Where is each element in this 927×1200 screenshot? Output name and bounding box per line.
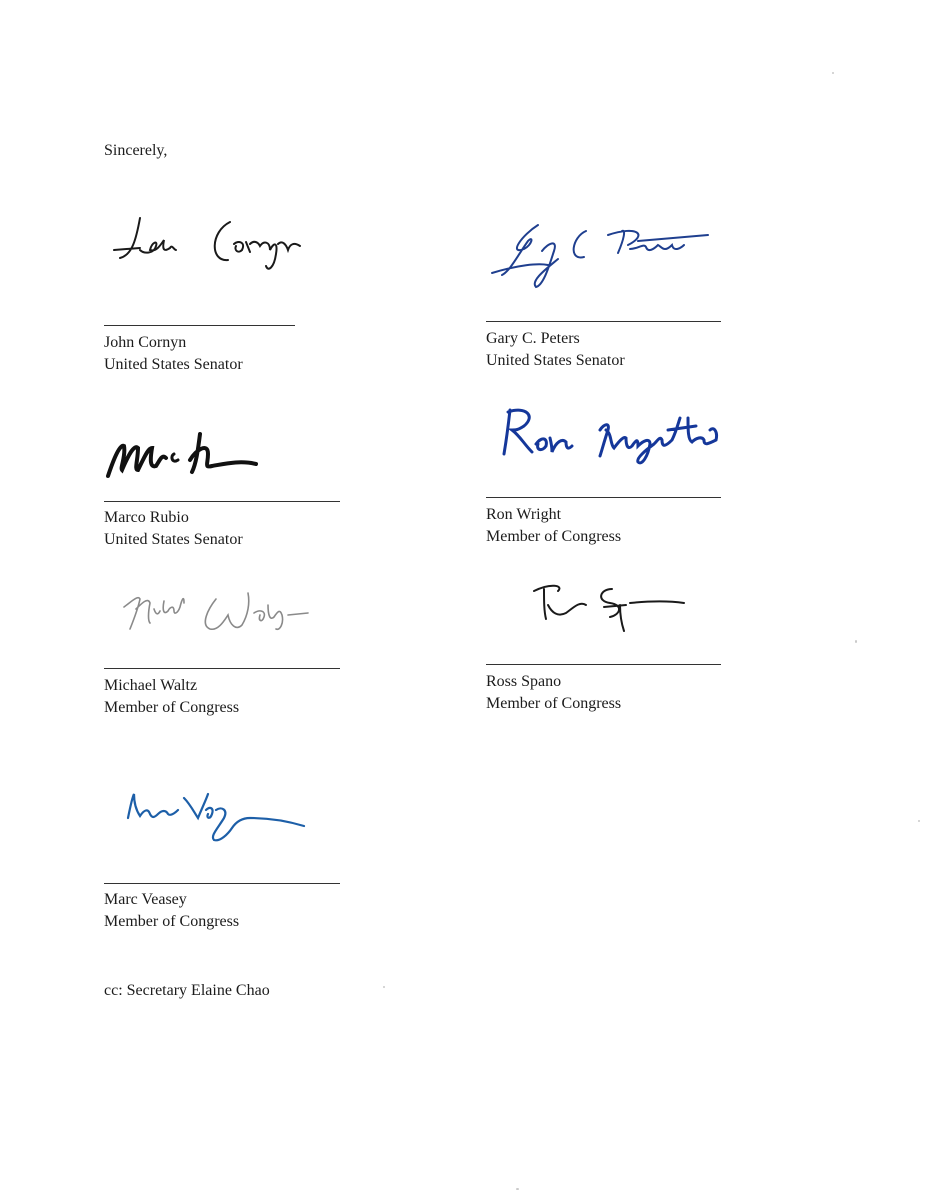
signatory-name: Marco Rubio: [104, 509, 189, 526]
signature-wright: [496, 400, 731, 470]
signature-line: [486, 321, 721, 322]
cc-line: cc: Secretary Elaine Chao: [104, 982, 270, 999]
signatory-title: Member of Congress: [486, 528, 622, 545]
signatory-name: John Cornyn: [104, 334, 187, 351]
signature-peters: [488, 215, 713, 295]
signatory-name: Ross Spano: [486, 673, 562, 690]
signature-line: [104, 325, 295, 326]
signatory-name: Michael Waltz: [104, 677, 198, 694]
signatory-title: Member of Congress: [104, 699, 240, 716]
signature-veasey: [124, 788, 314, 848]
signature-line: [486, 497, 721, 498]
signature-line: [104, 668, 340, 669]
signatory-title: United States Senator: [486, 352, 625, 369]
signatory-name: Gary C. Peters: [486, 330, 580, 347]
signature-line: [104, 501, 340, 502]
scan-speck: [832, 72, 834, 74]
signatory-title: Member of Congress: [104, 913, 240, 930]
signatory-title: United States Senator: [104, 356, 243, 373]
scan-speck: [516, 1188, 519, 1190]
signatory-title: United States Senator: [104, 531, 243, 548]
signatory-name: Marc Veasey: [104, 891, 187, 908]
signatory-title: Member of Congress: [486, 695, 622, 712]
signature-line: [104, 883, 340, 884]
closing-text: Sincerely,: [104, 142, 168, 159]
signature-spano: [530, 575, 690, 635]
scan-speck: [918, 820, 920, 822]
signature-rubio: [104, 420, 264, 485]
signature-line: [486, 664, 721, 665]
signature-cornyn: [110, 210, 320, 290]
scan-speck: [855, 640, 857, 643]
signatory-name: Ron Wright: [486, 506, 562, 523]
signature-waltz: [118, 585, 318, 650]
scan-speck: [383, 986, 385, 988]
